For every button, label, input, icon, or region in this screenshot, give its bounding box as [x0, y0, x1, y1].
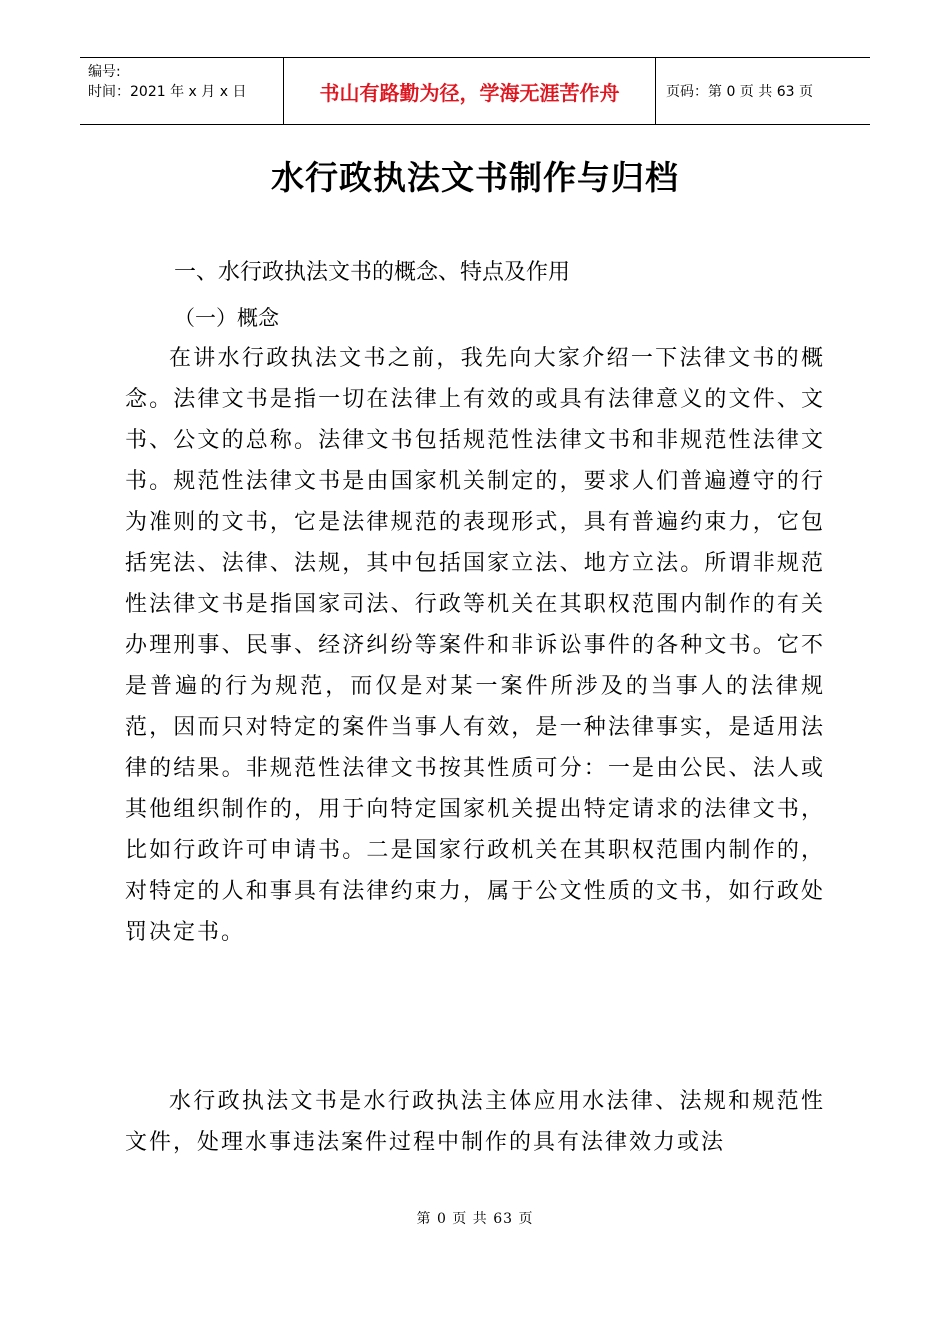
header-page-info: 页码：第 0 页 共 63 页 [666, 84, 813, 100]
body-paragraph-2: 水行政执法文书是水行政执法主体应用水法律、法规和规范性文件，处理水事违法案件过程中制作的具有法律效力或法 [125, 1089, 825, 1155]
document-time-label: 时间：2021 年 x 月 x 日 [88, 84, 247, 100]
body-paragraph-1: 在讲水行政执法文书之前，我先向大家介绍一下法律文书的概念。法律文书是指一切在法律上有效的或具有法律意义的文件、文书、公文的总称。法律文书包括规范性法律文书和非规范性法律文书。规范性法律文书是由国家机关制定的，要求人们普遍遵守的行为准则的文书，它是法律规范的表现形式，具有普遍约束力，它包括宪法、法律、法规，其中包括国家立法、地方立法。所谓非规范性法律文书是指国家司法、行政等机关在其职权范围内制作的有关办理刑事、民事、经济纠纷等案件和非诉讼事件的各种文书。它不是普遍的行为规范，而仅是对某一案件所涉及的当事人的法律规范，因而只对特定的案件当事人有效，是一种法律事实，是适用法律的结果。非规范性法律文书按其性质可分：一是由公民、法人或其他组织制作的，用于向特定国家机关提出特定请求的法律文书，比如行政许可申请书。二是国家行政机关在其职权范围内制作的，对特定的人和事具有法律约束力，属于公文性质的文书，如行政处罚决定书。 [125, 346, 825, 945]
header-motto: 书山有路勤为径，学海无涯苦作舟 [283, 58, 656, 124]
document-header [80, 57, 870, 125]
section-heading: 一、水行政执法文书的概念、特点及作用 [174, 260, 571, 285]
document-title: 水行政执法文书制作与归档 [271, 158, 679, 197]
document-number-label: 编号: [88, 64, 121, 80]
header-meta [80, 58, 283, 124]
page-footer: 第 0 页 共 63 页 [416, 1211, 534, 1227]
subsection-heading: （一）概念 [174, 306, 279, 330]
